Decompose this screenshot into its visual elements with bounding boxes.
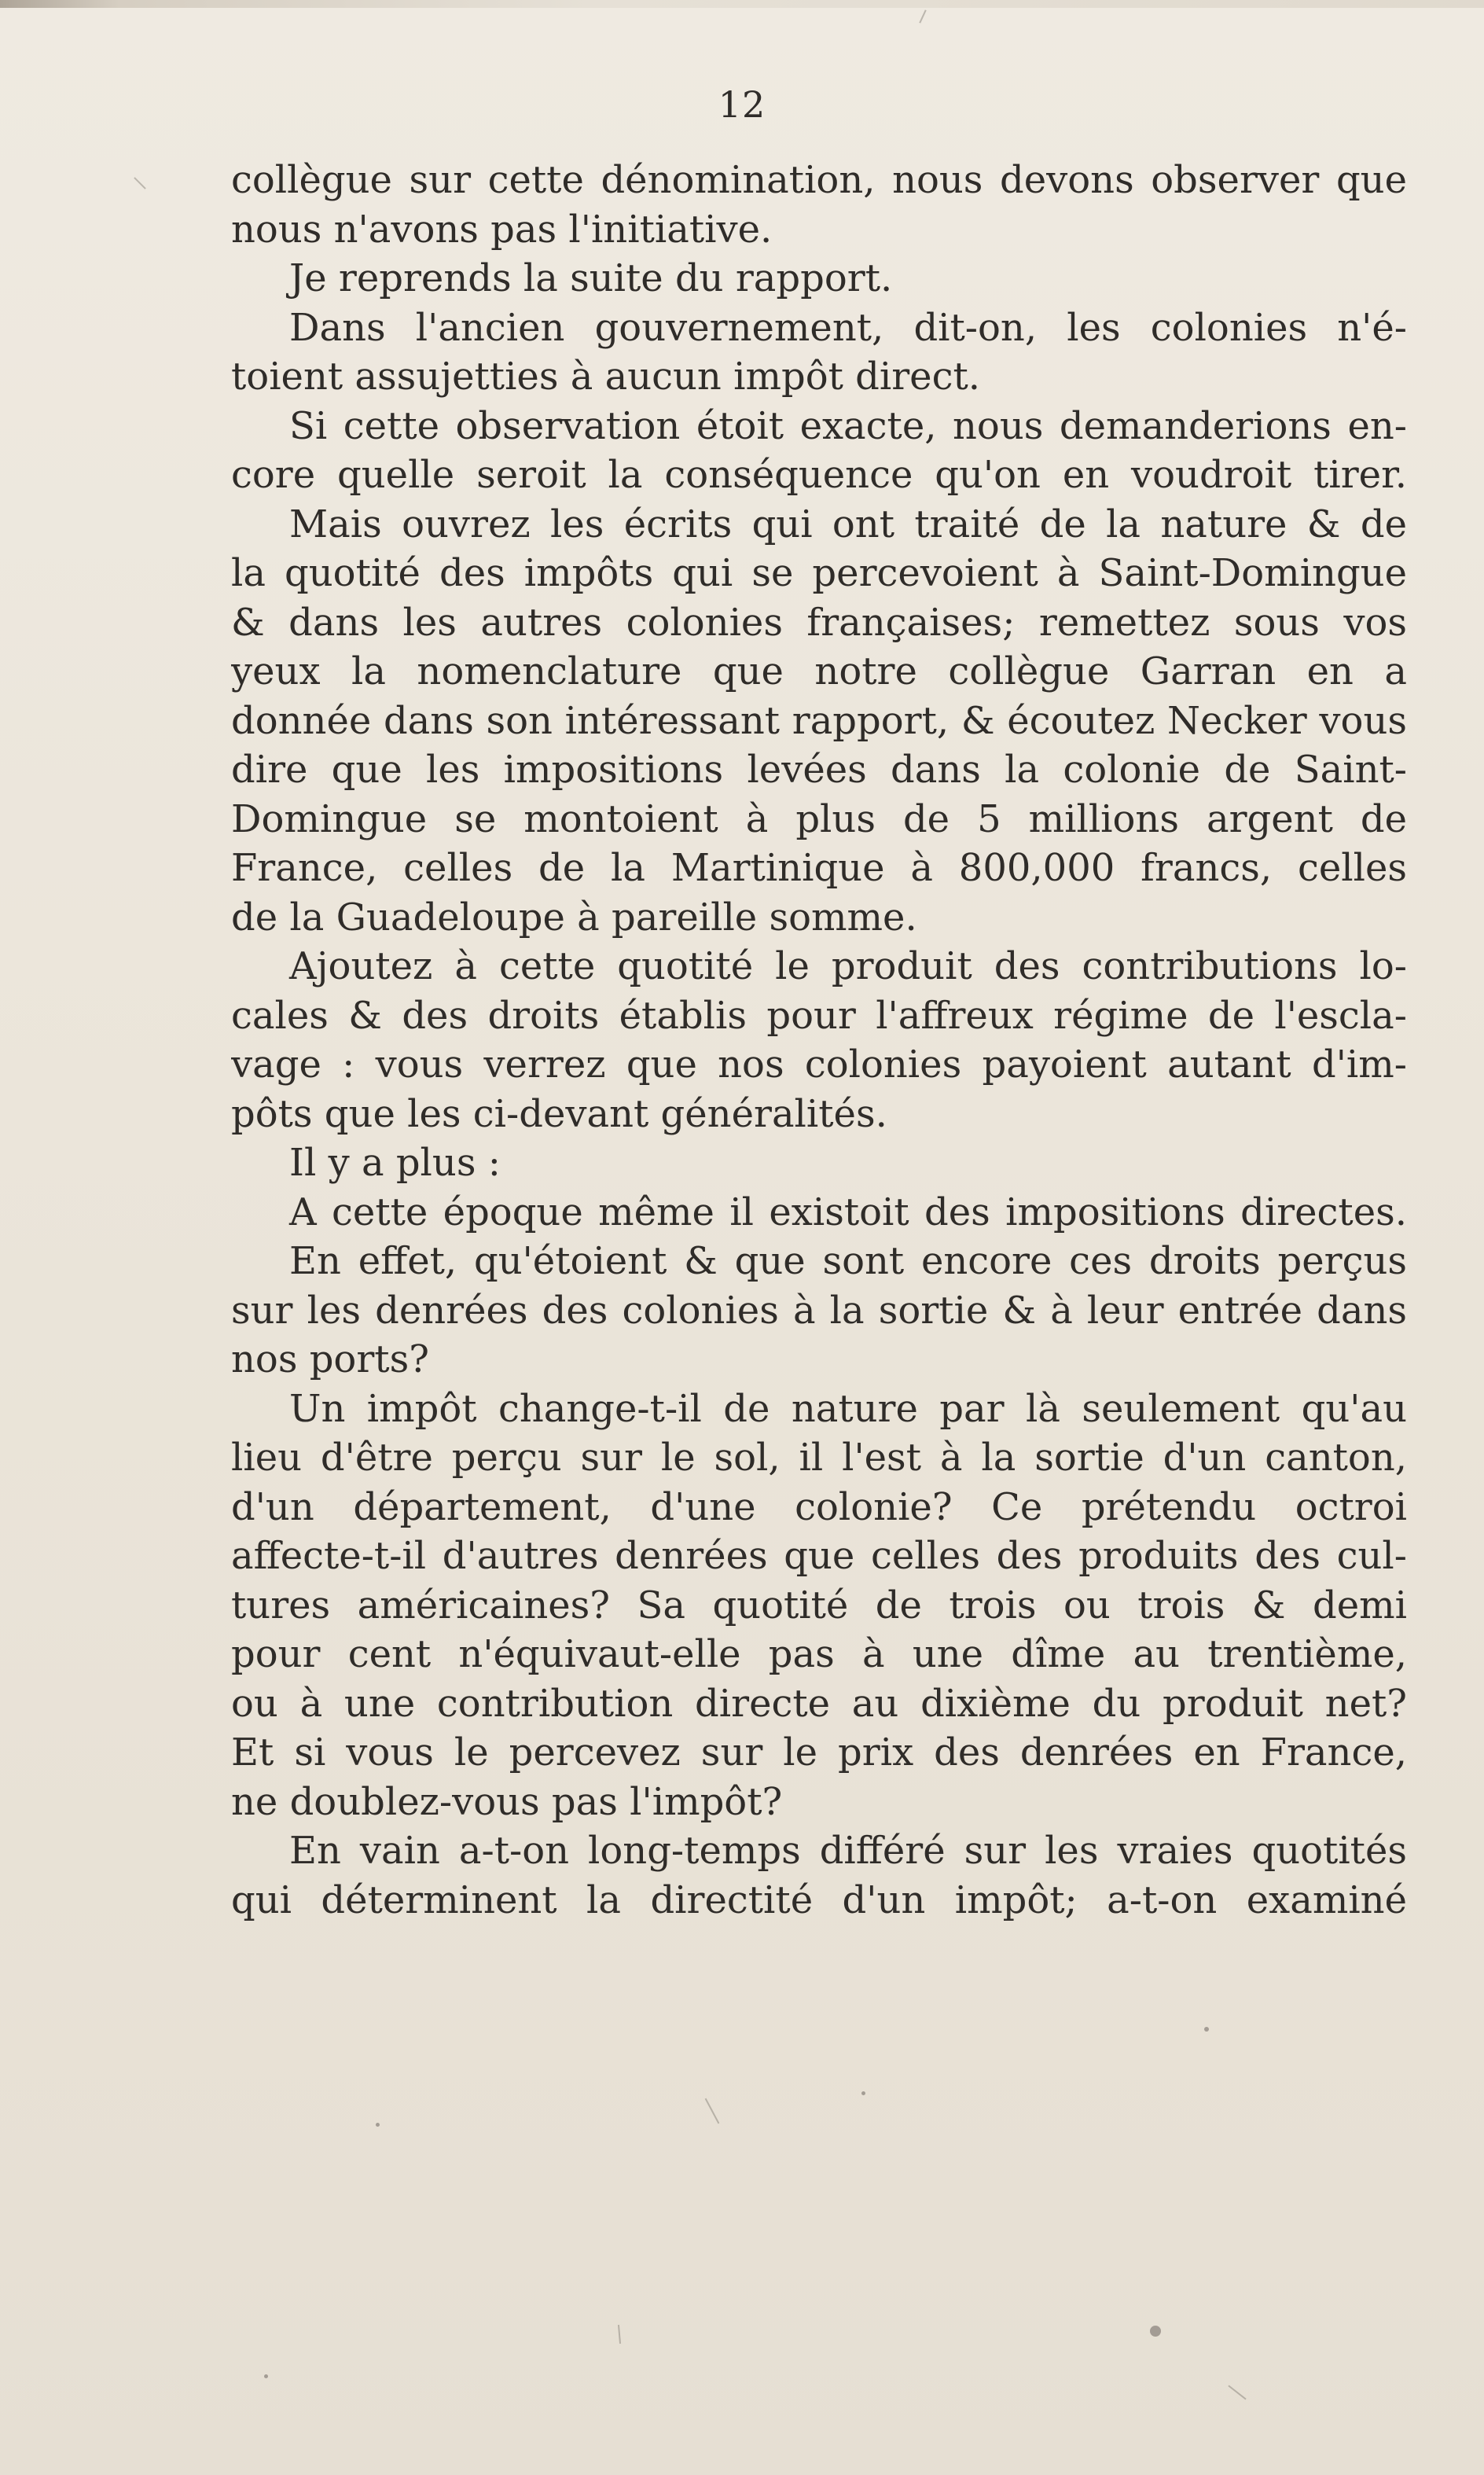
text-line: & dans les autres colonies françaises; remettez sous vos xyxy=(231,600,1407,645)
text-line: Dans l'ancien gouvernement, dit-on, les colonies n'é- xyxy=(289,305,1407,350)
paper-mark xyxy=(919,9,926,23)
text-line: nos ports? xyxy=(231,1337,429,1381)
text-line: nous n'avons pas l'initiative. xyxy=(231,207,773,252)
body-text xyxy=(231,156,1407,1925)
page-number: 12 xyxy=(718,83,766,126)
text-line: vage : vous verrez que nos colonies payoient autant d'im- xyxy=(231,1043,1407,1087)
paper-mark xyxy=(134,177,146,189)
text-line: qui déterminent la directité d'un impôt; a-t-on examiné xyxy=(231,1877,1407,1922)
paper-speck xyxy=(861,2091,865,2095)
paper-speck xyxy=(1204,2027,1209,2032)
text-line: Si cette observation étoit exacte, nous demanderions en- xyxy=(289,403,1407,448)
text-line: Mais ouvrez les écrits qui ont traité de la nature & de xyxy=(289,502,1407,546)
text-line: ne doublez-vous pas l'impôt? xyxy=(231,1779,783,1824)
text-line: En effet, qu'étoient & que sont encore ces droits perçus xyxy=(289,1239,1407,1283)
text-line: yeux la nomenclature que notre collègue Garran en a xyxy=(231,649,1407,693)
text-line: tures américaines? Sa quotité de trois ou trois & demi xyxy=(231,1583,1407,1627)
text-line: Domingue se montoient à plus de 5 millions argent de xyxy=(231,796,1407,841)
text-line: Ajoutez à cette quotité le produit des contributions lo- xyxy=(289,944,1407,988)
text-line: lieu d'être perçu sur le sol, il l'est à la sortie d'un canton, xyxy=(231,1436,1407,1480)
text-line: core quelle seroit la conséquence qu'on en voudroit tirer. xyxy=(231,453,1407,497)
text-line: Et si vous le percevez sur le prix des denrées en France, xyxy=(231,1730,1407,1774)
text-line: cales & des droits établis pour l'affreux régime de l'escla- xyxy=(231,993,1407,1038)
paper-speck xyxy=(264,2374,268,2378)
text-line: ou à une contribution directe au dixième du produit net? xyxy=(231,1681,1407,1726)
text-line: affecte-t-il d'autres denrées que celles des produits des cul- xyxy=(231,1534,1407,1578)
paper-speck xyxy=(1150,2326,1161,2337)
text-line: Un impôt change-t-il de nature par là seulement qu'au xyxy=(289,1386,1407,1431)
text-line: d'un département, d'une colonie? Ce prétendu octroi xyxy=(231,1484,1407,1529)
text-line: Il y a plus : xyxy=(289,1141,501,1185)
text-line: dire que les impositions levées dans la colonie de Saint- xyxy=(231,748,1407,792)
text-line: collègue sur cette dénomination, nous devons observer que xyxy=(231,158,1407,202)
text-line: A cette époque même il existoit des impositions directes. xyxy=(289,1190,1407,1234)
text-line: pôts que les ci-devant généralités. xyxy=(231,1091,887,1136)
text-line: donnée dans son intéressant rapport, & écoutez Necker vous xyxy=(231,698,1407,743)
paper-mark xyxy=(1228,2385,1246,2400)
paper-speck xyxy=(376,2123,380,2127)
text-line: Je reprends la suite du rapport. xyxy=(289,256,893,300)
text-line: France, celles de la Martinique à 800,000 francs, celles xyxy=(231,846,1407,890)
text-line: sur les denrées des colonies à la sortie & à leur entrée dans xyxy=(231,1288,1407,1333)
text-line: pour cent n'équivaut-elle pas à une dîme au trentième, xyxy=(231,1632,1407,1676)
text-line: de la Guadeloupe à pareille somme. xyxy=(231,895,917,940)
text-line: la quotité des impôts qui se percevoient à Saint-Domingue xyxy=(231,551,1407,595)
text-line: En vain a-t-on long-temps différé sur les vraies quotités xyxy=(289,1829,1407,1873)
paper-mark xyxy=(705,2098,720,2124)
text-line: toient assujetties à aucun impôt direct. xyxy=(231,355,980,399)
paper-mark xyxy=(618,2325,621,2344)
